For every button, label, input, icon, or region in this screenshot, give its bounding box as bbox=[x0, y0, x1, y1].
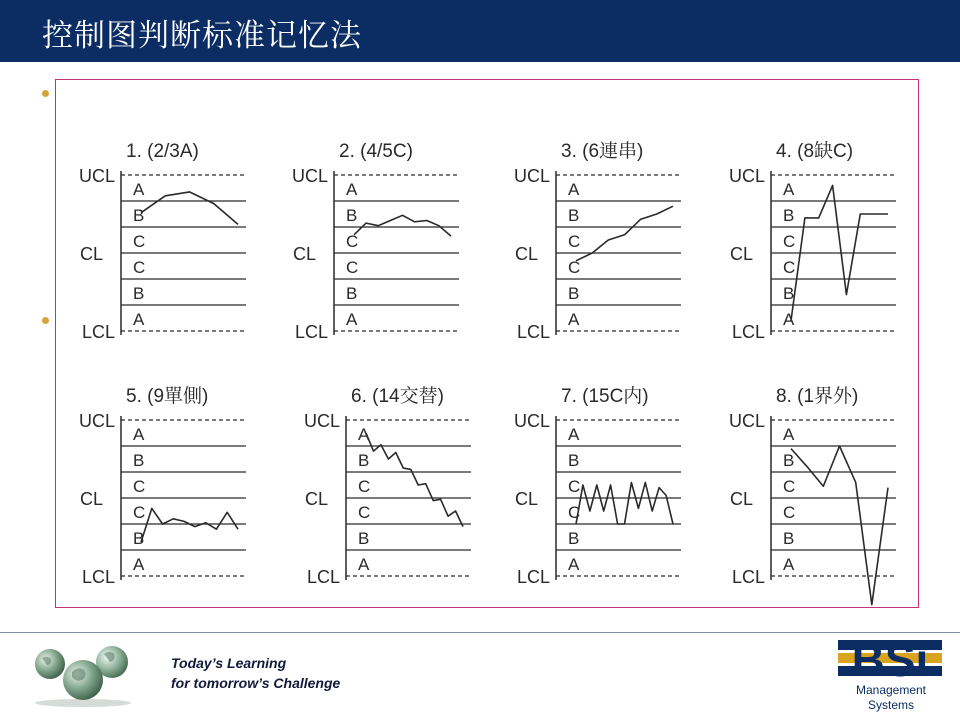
panel-title: 2. (4/5C) bbox=[339, 141, 413, 162]
tagline-line-2: for tomorrow’s Challenge bbox=[171, 675, 341, 691]
lcl-label: LCL bbox=[516, 322, 550, 342]
zone-label: C bbox=[358, 477, 371, 496]
ucl-label: UCL bbox=[513, 411, 550, 431]
lcl-label: LCL bbox=[294, 322, 328, 342]
ucl-label: UCL bbox=[78, 411, 115, 431]
data-series-line bbox=[141, 508, 238, 542]
cl-label: CL bbox=[79, 244, 103, 264]
cl-label: CL bbox=[292, 244, 316, 264]
ucl-label: UCL bbox=[291, 166, 328, 186]
panel-title: 1. (2/3A) bbox=[126, 141, 199, 162]
zone-label: C bbox=[783, 477, 796, 496]
footer-divider bbox=[0, 632, 960, 633]
zone-label: A bbox=[133, 180, 145, 199]
zone-label: C bbox=[133, 477, 146, 496]
cl-label: CL bbox=[514, 489, 538, 509]
ucl-label: UCL bbox=[78, 166, 115, 186]
bullet-dot bbox=[42, 90, 49, 97]
zone-label: C bbox=[133, 503, 146, 522]
zone-label: A bbox=[568, 310, 580, 329]
panel-title: 6. (14交替) bbox=[351, 386, 444, 407]
zone-label: B bbox=[133, 284, 145, 303]
cl-label: CL bbox=[514, 244, 538, 264]
zone-label: B bbox=[783, 284, 795, 303]
zone-label: C bbox=[568, 477, 581, 496]
bsi-logo-text: BSi bbox=[851, 636, 929, 686]
panel-title: 5. (9單側) bbox=[126, 386, 209, 407]
zone-label: C bbox=[133, 232, 146, 251]
zone-label: B bbox=[568, 451, 580, 470]
data-series-line bbox=[354, 215, 451, 236]
data-series-line bbox=[791, 446, 888, 605]
zone-label: B bbox=[133, 529, 145, 548]
logo-subtitle-1: Management bbox=[855, 683, 927, 697]
lcl-label: LCL bbox=[516, 567, 550, 587]
zone-label: B bbox=[783, 451, 795, 470]
zone-label: A bbox=[568, 425, 580, 444]
title-bar bbox=[0, 0, 960, 62]
zone-label: B bbox=[346, 284, 358, 303]
zone-label: C bbox=[568, 503, 581, 522]
zone-label: B bbox=[568, 529, 580, 548]
zone-label: C bbox=[568, 258, 581, 277]
zone-label: C bbox=[783, 503, 796, 522]
zone-label: B bbox=[358, 529, 370, 548]
data-series-line bbox=[141, 192, 238, 225]
zone-label: B bbox=[133, 451, 145, 470]
zone-label: C bbox=[358, 503, 371, 522]
zone-label: C bbox=[346, 232, 359, 251]
tagline-line-1: Today’s Learning bbox=[171, 655, 287, 671]
lcl-label: LCL bbox=[81, 322, 115, 342]
zone-label: A bbox=[358, 555, 370, 574]
panel-title: 8. (1界外) bbox=[776, 386, 859, 407]
ucl-label: UCL bbox=[728, 166, 765, 186]
cl-label: CL bbox=[729, 489, 753, 509]
zone-label: C bbox=[346, 258, 359, 277]
zone-label: B bbox=[358, 451, 370, 470]
lcl-label: LCL bbox=[731, 322, 765, 342]
cl-label: CL bbox=[729, 244, 753, 264]
data-series-line bbox=[576, 482, 673, 524]
data-series-line bbox=[366, 433, 463, 527]
control-chart-figure bbox=[55, 79, 919, 608]
zone-label: A bbox=[133, 555, 145, 574]
zone-label: A bbox=[783, 180, 795, 199]
panel-title: 7. (15C内) bbox=[561, 386, 649, 407]
zone-label: A bbox=[783, 555, 795, 574]
zone-label: B bbox=[783, 206, 795, 225]
bullet-dot bbox=[42, 317, 49, 324]
zone-label: C bbox=[783, 232, 796, 251]
ucl-label: UCL bbox=[728, 411, 765, 431]
zone-label: C bbox=[568, 232, 581, 251]
globes-logo-icon bbox=[28, 640, 138, 708]
control-charts-svg bbox=[56, 80, 918, 607]
zone-label: A bbox=[133, 425, 145, 444]
logo-subtitle-2: Systems bbox=[867, 698, 914, 712]
cl-label: CL bbox=[79, 489, 103, 509]
zone-label: B bbox=[133, 206, 145, 225]
zone-label: B bbox=[783, 529, 795, 548]
zone-label: C bbox=[133, 258, 146, 277]
cl-label: CL bbox=[304, 489, 328, 509]
ucl-label: UCL bbox=[513, 166, 550, 186]
panel-title: 4. (8缺C) bbox=[776, 141, 854, 162]
ucl-label: UCL bbox=[303, 411, 340, 431]
lcl-label: LCL bbox=[81, 567, 115, 587]
zone-label: B bbox=[568, 206, 580, 225]
lcl-label: LCL bbox=[731, 567, 765, 587]
zone-label: A bbox=[346, 180, 358, 199]
zone-label: A bbox=[346, 310, 358, 329]
zone-label: A bbox=[358, 425, 370, 444]
zone-label: B bbox=[568, 284, 580, 303]
zone-label: A bbox=[133, 310, 145, 329]
zone-label: C bbox=[783, 258, 796, 277]
zone-label: A bbox=[783, 425, 795, 444]
zone-label: A bbox=[568, 555, 580, 574]
zone-label: A bbox=[783, 310, 795, 329]
lcl-label: LCL bbox=[306, 567, 340, 587]
panel-title: 3. (6連串) bbox=[561, 141, 644, 162]
zone-label: A bbox=[568, 180, 580, 199]
zone-label: B bbox=[346, 206, 358, 225]
slide-title: 控制图判断标准记忆法 bbox=[42, 18, 362, 54]
